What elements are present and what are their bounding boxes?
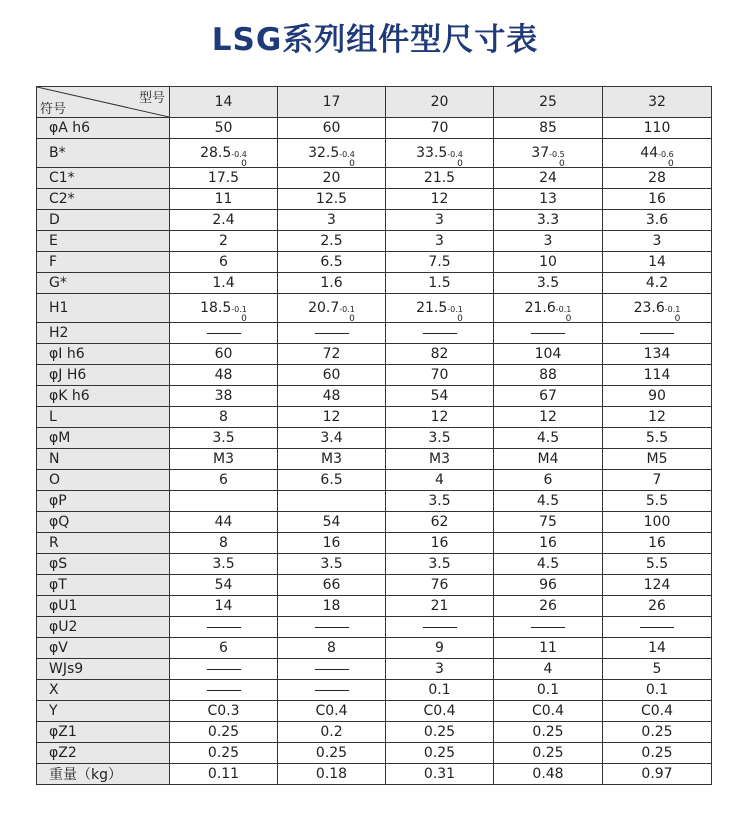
symbol-cell: D — [37, 210, 170, 231]
value-cell: 8 — [170, 407, 278, 428]
table-row — [37, 596, 712, 617]
value-cell: 85 — [494, 118, 603, 139]
symbol-cell: X — [37, 680, 170, 701]
table-row — [37, 512, 712, 533]
value-cell: 1.4 — [170, 273, 278, 294]
symbol-cell: φI h6 — [37, 344, 170, 365]
symbol-cell: φZ1 — [37, 722, 170, 743]
value-cell — [603, 323, 712, 344]
value-cell: 48 — [170, 365, 278, 386]
value-cell: 3.6 — [603, 210, 712, 231]
value-cell: 9 — [386, 638, 494, 659]
value-cell: 12 — [386, 189, 494, 210]
symbol-cell: WJs9 — [37, 659, 170, 680]
value-cell: 0.1 — [603, 680, 712, 701]
value-cell: 3.3 — [494, 210, 603, 231]
upper-deviation: 0 — [565, 314, 572, 323]
value-cell: 60 — [278, 365, 386, 386]
value-cell — [494, 617, 603, 638]
value-cell: 10 — [494, 252, 603, 273]
lower-deviation: -0.1 — [664, 305, 681, 314]
table-row — [37, 491, 712, 512]
lower-deviation: -0.4 — [339, 150, 355, 159]
value-cell: 3.5 — [494, 273, 603, 294]
value-cell: 14 — [170, 596, 278, 617]
table-row — [37, 638, 712, 659]
dash-value — [315, 627, 349, 628]
value-cell — [603, 617, 712, 638]
lower-deviation: -0.1 — [555, 305, 572, 314]
value-cell: 82 — [386, 344, 494, 365]
model-header: 14 — [170, 87, 278, 118]
value-cell: 6 — [170, 638, 278, 659]
table-row — [37, 407, 712, 428]
value-cell: C0.4 — [494, 701, 603, 722]
tolerance-value — [416, 145, 463, 168]
value-cell: 21 — [386, 596, 494, 617]
header-row — [37, 87, 712, 118]
value-cell: 11 — [170, 189, 278, 210]
value-cell: 3.4 — [278, 428, 386, 449]
value-cell: 0.25 — [386, 743, 494, 764]
value-cell: 4.5 — [494, 491, 603, 512]
symbol-cell: φS — [37, 554, 170, 575]
value-cell: 16 — [603, 533, 712, 554]
value-cell — [170, 323, 278, 344]
value-cell: 0.48 — [494, 764, 603, 785]
symbol-cell: φK h6 — [37, 386, 170, 407]
value-cell: C0.4 — [278, 701, 386, 722]
tolerance-value — [640, 145, 674, 168]
value-cell: 2.5 — [278, 231, 386, 252]
symbol-corner-label: 符号 — [40, 102, 67, 117]
value-cell: 0.25 — [494, 743, 603, 764]
value-cell: 2 — [170, 231, 278, 252]
value-cell — [278, 294, 386, 323]
value-cell: 6.5 — [278, 470, 386, 491]
value-cell: 6 — [494, 470, 603, 491]
model-header: 32 — [603, 87, 712, 118]
value-cell: 0.25 — [603, 722, 712, 743]
value-cell: 88 — [494, 365, 603, 386]
value-cell: 90 — [603, 386, 712, 407]
value-cell: 124 — [603, 575, 712, 596]
value-cell: 14 — [603, 638, 712, 659]
upper-deviation: 0 — [457, 159, 463, 168]
value-cell — [278, 659, 386, 680]
value-cell: 3.5 — [386, 428, 494, 449]
value-cell: M3 — [170, 449, 278, 470]
symbol-cell: G* — [37, 273, 170, 294]
symbol-cell: 重量（kg） — [37, 764, 170, 785]
value-cell — [278, 617, 386, 638]
table-row — [37, 617, 712, 638]
tolerance-value — [416, 300, 463, 323]
value-cell — [278, 491, 386, 512]
value-cell: 0.11 — [170, 764, 278, 785]
value-cell: 75 — [494, 512, 603, 533]
value-cell: 14 — [603, 252, 712, 273]
table-row — [37, 344, 712, 365]
value-cell: 11 — [494, 638, 603, 659]
value-cell — [278, 680, 386, 701]
value-cell — [603, 294, 712, 323]
value-cell: 54 — [170, 575, 278, 596]
dash-value — [315, 669, 349, 670]
model-header: 25 — [494, 87, 603, 118]
value-cell: M3 — [278, 449, 386, 470]
value-cell — [278, 139, 386, 168]
nominal-value: 23.6 — [633, 300, 665, 316]
dash-value — [531, 627, 565, 628]
table-row — [37, 118, 712, 139]
value-cell: 1.5 — [386, 273, 494, 294]
value-cell: 0.97 — [603, 764, 712, 785]
symbol-cell: φZ2 — [37, 743, 170, 764]
value-cell — [386, 617, 494, 638]
value-cell: 16 — [494, 533, 603, 554]
symbol-cell: N — [37, 449, 170, 470]
symbol-cell: H2 — [37, 323, 170, 344]
symbol-cell: φT — [37, 575, 170, 596]
table-row — [37, 575, 712, 596]
table-row — [37, 680, 712, 701]
dash-value — [423, 333, 457, 334]
tolerance-value — [524, 300, 572, 323]
table-row — [37, 323, 712, 344]
nominal-value: 32.5 — [308, 145, 340, 161]
value-cell: 50 — [170, 118, 278, 139]
value-cell: 44 — [170, 512, 278, 533]
lower-deviation: -0.1 — [231, 305, 247, 314]
dash-value — [423, 627, 457, 628]
value-cell: M5 — [603, 449, 712, 470]
nominal-value: 21.6 — [524, 300, 556, 316]
value-cell — [386, 139, 494, 168]
model-header: 17 — [278, 87, 386, 118]
value-cell: 3.5 — [386, 554, 494, 575]
upper-deviation: 0 — [674, 314, 681, 323]
value-cell — [494, 139, 603, 168]
value-cell: 6 — [170, 470, 278, 491]
table-row — [37, 764, 712, 785]
symbol-cell: Y — [37, 701, 170, 722]
value-cell: 100 — [603, 512, 712, 533]
tolerance-value — [308, 300, 355, 323]
value-cell: 0.1 — [386, 680, 494, 701]
value-cell: 12 — [278, 407, 386, 428]
nominal-value: 20.7 — [308, 300, 340, 316]
value-cell: 60 — [278, 118, 386, 139]
model-header: 20 — [386, 87, 494, 118]
table-row — [37, 428, 712, 449]
value-cell: 3 — [386, 231, 494, 252]
nominal-value: 37 — [531, 145, 550, 161]
symbol-cell: φM — [37, 428, 170, 449]
upper-deviation: 0 — [349, 314, 355, 323]
symbol-cell: φU2 — [37, 617, 170, 638]
corner-header-cell — [37, 87, 170, 118]
value-cell: 67 — [494, 386, 603, 407]
table-row — [37, 210, 712, 231]
value-cell: 4.5 — [494, 428, 603, 449]
value-cell — [170, 680, 278, 701]
spec-table — [36, 86, 712, 785]
table-row — [37, 139, 712, 168]
value-cell: 3 — [494, 231, 603, 252]
value-cell: 0.1 — [494, 680, 603, 701]
symbol-cell: C2* — [37, 189, 170, 210]
value-cell — [170, 294, 278, 323]
table-row — [37, 449, 712, 470]
table-row — [37, 189, 712, 210]
value-cell — [170, 139, 278, 168]
table-row — [37, 294, 712, 323]
symbol-cell: H1 — [37, 294, 170, 323]
value-cell — [494, 323, 603, 344]
value-cell: 0.25 — [170, 743, 278, 764]
value-cell — [386, 294, 494, 323]
value-cell: 4 — [494, 659, 603, 680]
dash-value — [315, 690, 349, 691]
value-cell: 3.5 — [386, 491, 494, 512]
symbol-cell: φP — [37, 491, 170, 512]
value-cell: 1.6 — [278, 273, 386, 294]
value-cell: 54 — [386, 386, 494, 407]
dash-value — [640, 627, 674, 628]
lower-deviation: -0.4 — [231, 150, 247, 159]
value-cell: 26 — [494, 596, 603, 617]
value-cell: 17.5 — [170, 168, 278, 189]
tolerance-value — [200, 145, 247, 168]
value-cell: C0.3 — [170, 701, 278, 722]
table-row — [37, 659, 712, 680]
value-cell: 3 — [278, 210, 386, 231]
table-row — [37, 554, 712, 575]
value-cell: 4 — [386, 470, 494, 491]
upper-deviation: 0 — [349, 159, 355, 168]
tolerance-value — [200, 300, 247, 323]
value-cell: M4 — [494, 449, 603, 470]
dash-value — [640, 333, 674, 334]
value-cell: 16 — [278, 533, 386, 554]
symbol-cell: φA h6 — [37, 118, 170, 139]
value-cell: 134 — [603, 344, 712, 365]
dash-value — [531, 333, 565, 334]
upper-deviation: 0 — [558, 159, 565, 168]
tolerance-value — [531, 145, 565, 168]
value-cell: 3 — [386, 659, 494, 680]
value-cell — [278, 323, 386, 344]
value-cell: 7.5 — [386, 252, 494, 273]
value-cell: 21.5 — [386, 168, 494, 189]
table-row — [37, 533, 712, 554]
symbol-cell: φU1 — [37, 596, 170, 617]
table-row — [37, 722, 712, 743]
spec-table-body — [37, 87, 712, 785]
value-cell: 3 — [603, 231, 712, 252]
dash-value — [315, 333, 349, 334]
dash-value — [207, 333, 241, 334]
value-cell: 4.5 — [494, 554, 603, 575]
value-cell: 0.25 — [386, 722, 494, 743]
table-row — [37, 386, 712, 407]
table-row — [37, 743, 712, 764]
lower-deviation: -0.6 — [658, 150, 674, 159]
value-cell: 3.5 — [170, 428, 278, 449]
upper-deviation: 0 — [457, 314, 463, 323]
lower-deviation: -0.1 — [447, 305, 463, 314]
value-cell: 28 — [603, 168, 712, 189]
value-cell: 0.25 — [603, 743, 712, 764]
lower-deviation: -0.1 — [339, 305, 355, 314]
dash-value — [207, 690, 241, 691]
value-cell: 96 — [494, 575, 603, 596]
table-row — [37, 701, 712, 722]
value-cell — [494, 294, 603, 323]
tolerance-value — [308, 145, 355, 168]
value-cell: 16 — [386, 533, 494, 554]
value-cell: 5.5 — [603, 428, 712, 449]
value-cell: M3 — [386, 449, 494, 470]
value-cell: 24 — [494, 168, 603, 189]
dash-value — [207, 627, 241, 628]
value-cell: 54 — [278, 512, 386, 533]
lower-deviation: -0.5 — [549, 150, 565, 159]
value-cell — [170, 659, 278, 680]
value-cell: 0.25 — [170, 722, 278, 743]
value-cell: 38 — [170, 386, 278, 407]
table-row — [37, 168, 712, 189]
value-cell: 0.25 — [278, 743, 386, 764]
upper-deviation: 0 — [667, 159, 674, 168]
symbol-cell: F — [37, 252, 170, 273]
table-row — [37, 365, 712, 386]
value-cell: 104 — [494, 344, 603, 365]
symbol-cell: φJ H6 — [37, 365, 170, 386]
value-cell: 3.5 — [278, 554, 386, 575]
symbol-cell: C1* — [37, 168, 170, 189]
value-cell: 12 — [494, 407, 603, 428]
value-cell: 0.18 — [278, 764, 386, 785]
upper-deviation: 0 — [241, 159, 247, 168]
model-corner-label: 型号 — [138, 91, 165, 106]
value-cell: 0.2 — [278, 722, 386, 743]
value-cell: 12.5 — [278, 189, 386, 210]
value-cell: 114 — [603, 365, 712, 386]
value-cell: 66 — [278, 575, 386, 596]
value-cell: 26 — [603, 596, 712, 617]
nominal-value: 44 — [640, 145, 659, 161]
value-cell: 13 — [494, 189, 603, 210]
value-cell: 70 — [386, 118, 494, 139]
symbol-cell: φQ — [37, 512, 170, 533]
symbol-cell: B* — [37, 139, 170, 168]
value-cell: 60 — [170, 344, 278, 365]
value-cell: 72 — [278, 344, 386, 365]
page-title: LSG系列组件型尺寸表 — [211, 22, 539, 58]
table-row — [37, 470, 712, 491]
value-cell: 4.2 — [603, 273, 712, 294]
value-cell — [170, 617, 278, 638]
value-cell: 62 — [386, 512, 494, 533]
value-cell — [170, 491, 278, 512]
value-cell: 48 — [278, 386, 386, 407]
value-cell: 12 — [386, 407, 494, 428]
nominal-value: 21.5 — [416, 300, 448, 316]
value-cell: 8 — [170, 533, 278, 554]
value-cell: 6 — [170, 252, 278, 273]
value-cell: 6.5 — [278, 252, 386, 273]
value-cell: 8 — [278, 638, 386, 659]
value-cell: 3 — [386, 210, 494, 231]
value-cell: 0.25 — [494, 722, 603, 743]
dash-value — [207, 669, 241, 670]
value-cell: 5.5 — [603, 554, 712, 575]
value-cell: C0.4 — [386, 701, 494, 722]
lower-deviation: -0.4 — [447, 150, 463, 159]
symbol-cell: R — [37, 533, 170, 554]
symbol-cell: L — [37, 407, 170, 428]
value-cell: C0.4 — [603, 701, 712, 722]
value-cell: 16 — [603, 189, 712, 210]
nominal-value: 28.5 — [200, 145, 232, 161]
symbol-cell: E — [37, 231, 170, 252]
value-cell — [603, 139, 712, 168]
value-cell: 76 — [386, 575, 494, 596]
value-cell: 0.31 — [386, 764, 494, 785]
value-cell: 18 — [278, 596, 386, 617]
table-row — [37, 273, 712, 294]
symbol-cell: O — [37, 470, 170, 491]
value-cell: 12 — [603, 407, 712, 428]
nominal-value: 18.5 — [200, 300, 232, 316]
value-cell: 110 — [603, 118, 712, 139]
value-cell: 5 — [603, 659, 712, 680]
value-cell: 70 — [386, 365, 494, 386]
nominal-value: 33.5 — [416, 145, 448, 161]
upper-deviation: 0 — [241, 314, 247, 323]
value-cell: 3.5 — [170, 554, 278, 575]
value-cell: 20 — [278, 168, 386, 189]
symbol-cell: φV — [37, 638, 170, 659]
value-cell: 2.4 — [170, 210, 278, 231]
table-row — [37, 252, 712, 273]
value-cell: 5.5 — [603, 491, 712, 512]
value-cell: 7 — [603, 470, 712, 491]
table-row — [37, 231, 712, 252]
tolerance-value — [633, 300, 681, 323]
value-cell — [386, 323, 494, 344]
